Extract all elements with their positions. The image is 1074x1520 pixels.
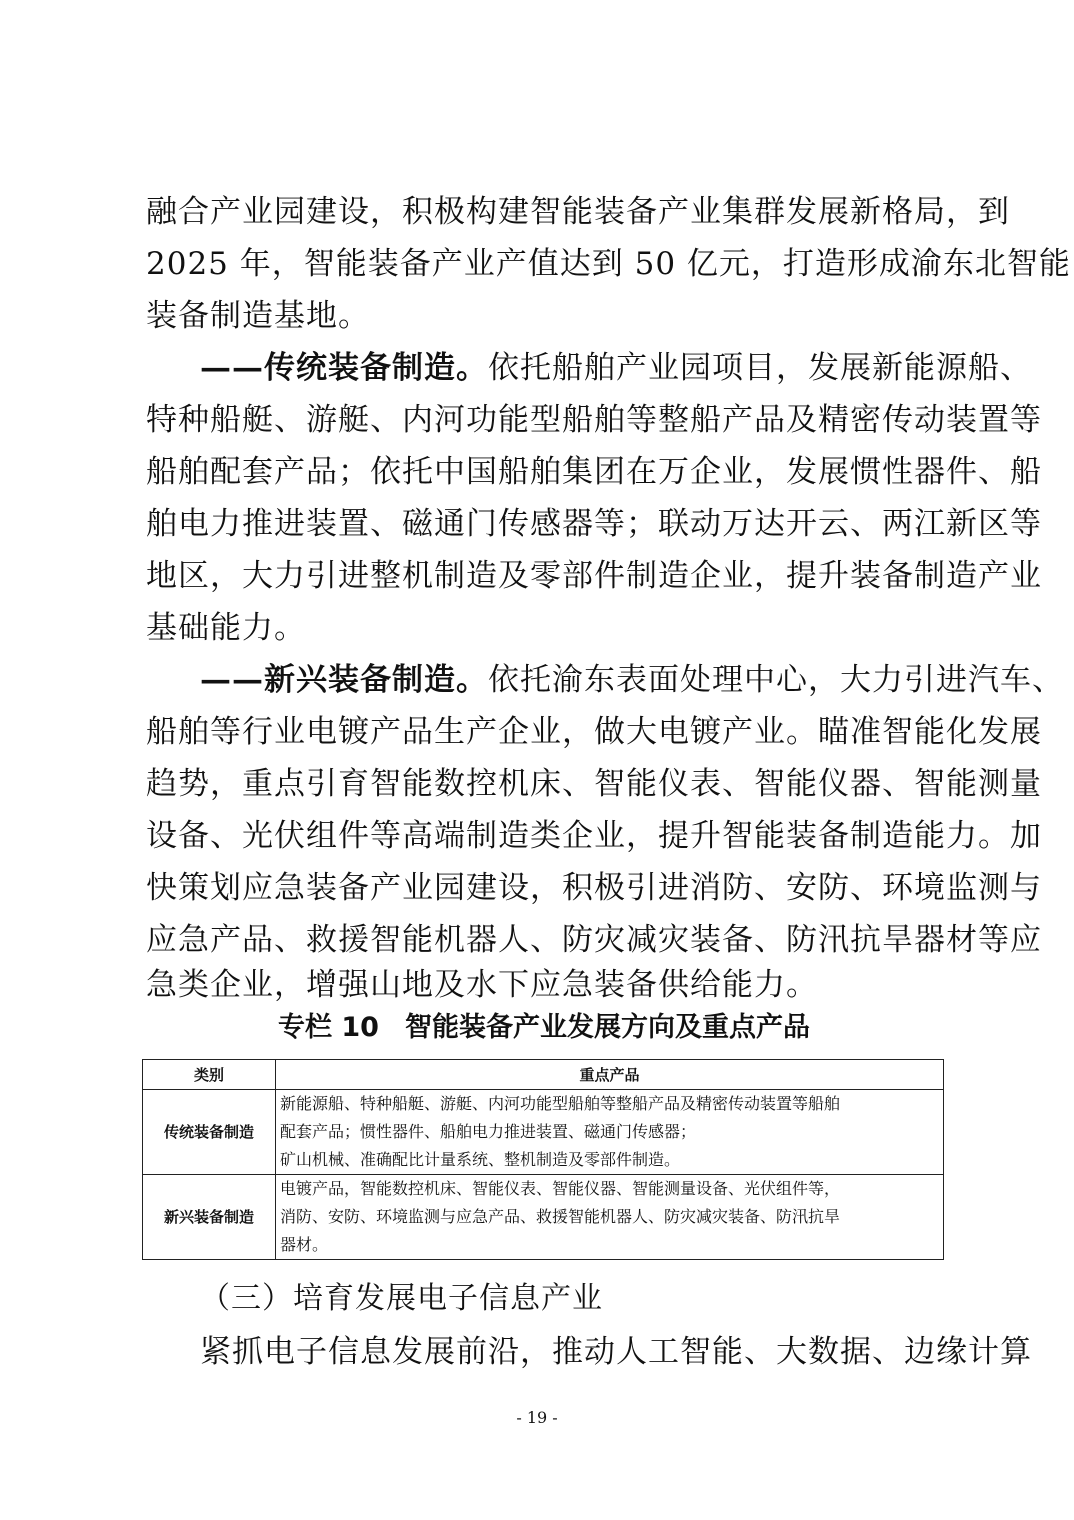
table-cell-line: 矿山机械、准确配比计量系统、整机制造及零部件制造。 [280,1150,681,1169]
products-table [142,1059,944,1260]
table-cell-category: 传统装备制造 [143,1090,276,1175]
body-text-line: 急类企业，增强山地及水下应急装备供给能力。 [146,967,818,1003]
table-cell-line: 消防、安防、环境监测与应急产品、救援智能机器人、防灾减灾装备、防汛抗旱 [280,1207,841,1226]
page-number: - 19 - [516,1408,558,1427]
table-cell-products [276,1175,944,1260]
body-text-line: 趋势，重点引育智能数控机床、智能仪表、智能仪器、智能测量 [146,766,1042,802]
body-text-span: 依托渝东表面处理中心，大力引进汽车、 [488,662,1064,698]
body-text-line: 船舶等行业电镀产品生产企业，做大电镀产业。瞄准智能化发展 [146,714,1042,750]
body-text-line: 特种船艇、游艇、内河功能型船舶等整船产品及精密传动装置等 [146,402,1042,438]
table-caption [146,1008,942,1048]
section-heading: （三）培育发展电子信息产业 [200,1281,603,1316]
table-cell-line: 配套产品；惯性器件、船舶电力推进装置、磁通门传感器； [280,1122,697,1141]
table-cell-line: 电镀产品，智能数控机床、智能仪表、智能仪器、智能测量设备、光伏组件等， [280,1179,841,1198]
paragraph-first-line [200,661,1064,699]
body-text-line: 2025 年，智能装备产业产值达到 50 亿元，打造形成渝东北智能 [146,246,1071,282]
table-cell-line: 新能源船、特种船艇、游艇、内河功能型船舶等整船产品及精密传动装置等船舶 [280,1094,841,1113]
body-text-span: 依托船舶产业园项目，发展新能源船、 [488,350,1032,386]
body-text-line: 快策划应急装备产业园建设，积极引进消防、安防、环境监测与 [146,870,1042,906]
body-text-line: 设备、光伏组件等高端制造类企业，提升智能装备制造能力。加 [146,818,1042,854]
table-cell-category: 新兴装备制造 [143,1175,276,1260]
table-header-row [143,1060,944,1090]
body-text-line: 舶电力推进装置、磁通门传感器等；联动万达开云、两江新区等 [146,506,1042,542]
table-header-category: 类别 [143,1060,276,1090]
body-text-line: 融合产业园建设，积极构建智能装备产业集群发展新格局，到 [146,194,1010,230]
body-text-line: 基础能力。 [146,610,306,646]
table-caption-label: 专栏 10 [278,1012,379,1043]
body-text-line: 应急产品、救援智能机器人、防灾减灾装备、防汛抗旱器材等应 [146,922,1042,958]
subsection-lead: ——新兴装备制造。 [200,662,488,698]
paragraph-first-line [200,349,1032,387]
body-text-line: 装备制造基地。 [146,298,370,334]
body-text-line: 紧抓电子信息发展前沿，推动人工智能、大数据、边缘计算 [200,1334,1032,1370]
table-cell-line: 器材。 [280,1235,329,1254]
table-caption-title: 智能装备产业发展方向及重点产品 [404,1012,810,1043]
body-text-line: 船舶配套产品；依托中国船舶集团在万企业，发展惯性器件、船 [146,454,1042,490]
table-row [143,1090,944,1175]
subsection-lead: ——传统装备制造。 [200,350,488,386]
body-text-line: 地区，大力引进整机制造及零部件制造企业，提升装备制造产业 [146,558,1042,594]
table-header-products: 重点产品 [276,1060,944,1090]
table-row [143,1175,944,1260]
table-cell-products [276,1090,944,1175]
